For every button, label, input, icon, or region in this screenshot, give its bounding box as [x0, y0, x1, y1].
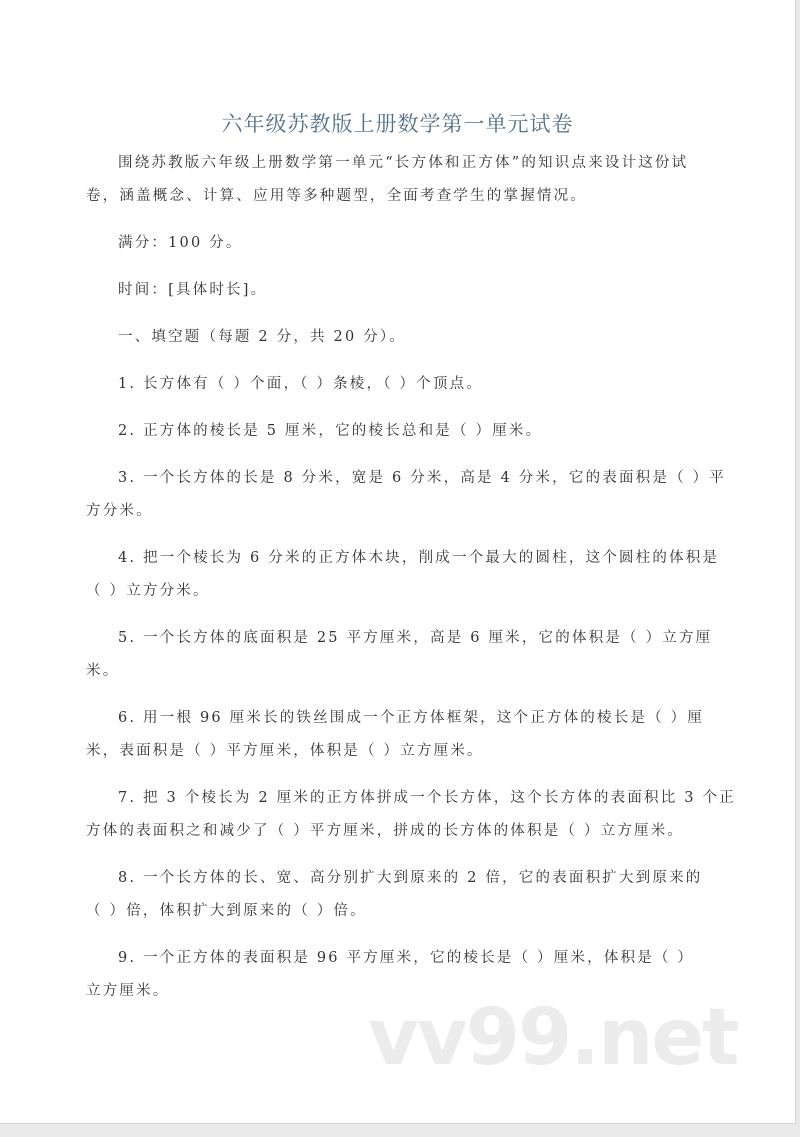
- info-paragraph: [86, 227, 716, 260]
- paragraph-line: 9. 一个正方体的表面积是 96 平方厘米，它的棱长是（ ）厘米，体积是（ ）: [118, 950, 695, 966]
- question-item: [86, 622, 716, 688]
- paragraph-line: 米，表面积是（ ）平方厘米，体积是（ ）立方厘米。: [86, 743, 484, 759]
- paragraph-line: 方体的表面积之和减少了（ ）平方厘米，拼成的长方体的体积是（ ）立方厘米。: [86, 823, 685, 839]
- paragraph-line: 立方厘米。: [86, 983, 170, 999]
- question-item: [86, 862, 716, 928]
- paragraph-line: 满分：100 分。: [118, 235, 243, 251]
- question-item: [86, 542, 720, 608]
- info-paragraph: [86, 321, 716, 354]
- paragraph-line: 3. 一个长方体的长是 8 分米，宽是 6 分米，高是 4 分米，它的表面积是（ ）平: [118, 470, 726, 486]
- question-item: [86, 702, 716, 768]
- question-item: [86, 782, 736, 848]
- watermark: vv99.net: [368, 993, 738, 1083]
- paragraph-line: 2. 正方体的棱长是 5 厘米，它的棱长总和是（ ）厘米。: [118, 423, 543, 439]
- paragraph-line: 6. 用一根 96 厘米长的铁丝围成一个正方体框架，这个正方体的棱长是（ ）厘: [118, 710, 705, 726]
- paragraph-line: 5. 一个长方体的底面积是 25 平方厘米，高是 6 厘米，它的体积是（ ）立方厘: [118, 630, 713, 646]
- document-title: 六年级苏教版上册数学第一单元试卷: [221, 112, 574, 136]
- paragraph-line: （ ）立方分米。: [86, 583, 210, 599]
- paragraph-line: 1. 长方体有（ ）个面，（ ）条棱，（ ）个顶点。: [118, 376, 483, 392]
- paragraph-line: 米。: [86, 663, 120, 679]
- paragraph-line: 一、填空题（每题 2 分，共 20 分）。: [118, 329, 407, 345]
- paragraph-line: 时间：[具体时长]。: [118, 282, 268, 298]
- paragraph-line: 围绕苏教版六年级上册数学第一单元“长方体和正方体”的知识点来设计这份试: [118, 155, 689, 171]
- paragraph-line: 方分米。: [86, 503, 153, 519]
- paragraph-line: 7. 把 3 个棱长为 2 厘米的正方体拼成一个长方体，这个长方体的表面积比 3 个正: [118, 790, 736, 806]
- document-body: [86, 147, 736, 1022]
- question-item: [86, 368, 716, 401]
- paragraph-line: 卷，涵盖概念、计算、应用等多种题型，全面考查学生的掌握情况。: [86, 188, 587, 204]
- question-item: [86, 415, 716, 448]
- question-item: [86, 462, 726, 528]
- paragraph-line: （ ）倍，体积扩大到原来的（ ）倍。: [86, 903, 367, 919]
- paragraph-line: 8. 一个长方体的长、宽、高分别扩大到原来的 2 倍，它的表面积扩大到原来的: [118, 870, 703, 886]
- paragraph-line: 4. 把一个棱长为 6 分米的正方体木块，削成一个最大的圆柱，这个圆柱的体积是: [118, 550, 720, 566]
- intro-paragraph: [86, 147, 716, 213]
- info-paragraph: [86, 274, 716, 307]
